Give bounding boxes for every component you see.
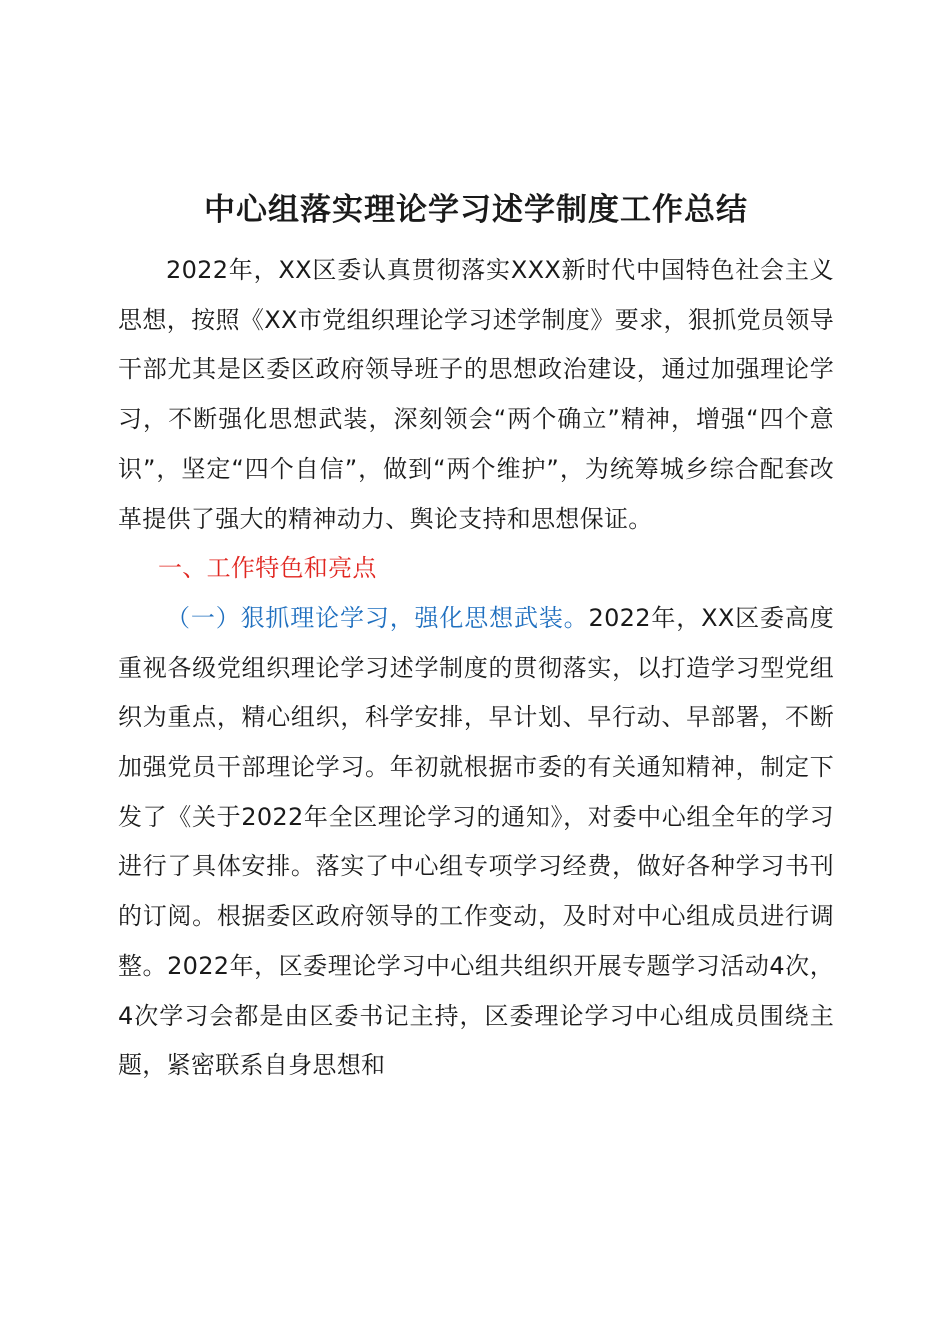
- subsection-paragraph: [118, 594, 834, 1091]
- document-title: 中心组落实理论学习述学制度工作总结: [204, 192, 748, 228]
- subsection-body: 2022年，XX区委高度重视各级党组织理论学习述学制度的贯彻落实，以打造学习型党组织为重点，精心组织，科学安排，早计划、早行动、早部署，不断加强党员干部理论学习。年初就根据市委的有关通知精神，制定下发了《关于2022年全区理论学习的通知》，对委中心组全年的学习进行了具体安排。落实了中心组专项学习经费，做好各种学习书刊的订阅。根据委区政府领导的工作变动，及时对中心组成员进行调整。2022年，区委理论学习中心组共组织开展专题学习活动4次，4次学习会都是由区委书记主持，区委理论学习中心组成员围绕主题，紧密联系自身思想和: [118, 603, 834, 1080]
- subsection-heading: （一）狠抓理论学习，强化思想武装。: [166, 603, 589, 632]
- intro-paragraph: 2022年，XX区委认真贯彻落实XXX新时代中国特色社会主义思想，按照《XX市党组织理论学习述学制度》要求，狠抓党员领导干部尤其是区委区政府领导班子的思想政治建设，通过加强理论学习，不断强化思想武装，深刻领会“两个确立”精神，增强“四个意识”，坚定“四个自信”，做到“两个维护”，为统筹城乡综合配套改革提供了强大的精神动力、舆论支持和思想保证。: [118, 256, 834, 533]
- document-page: [118, 182, 834, 1091]
- section-heading: 一、工作特色和亮点: [158, 554, 377, 583]
